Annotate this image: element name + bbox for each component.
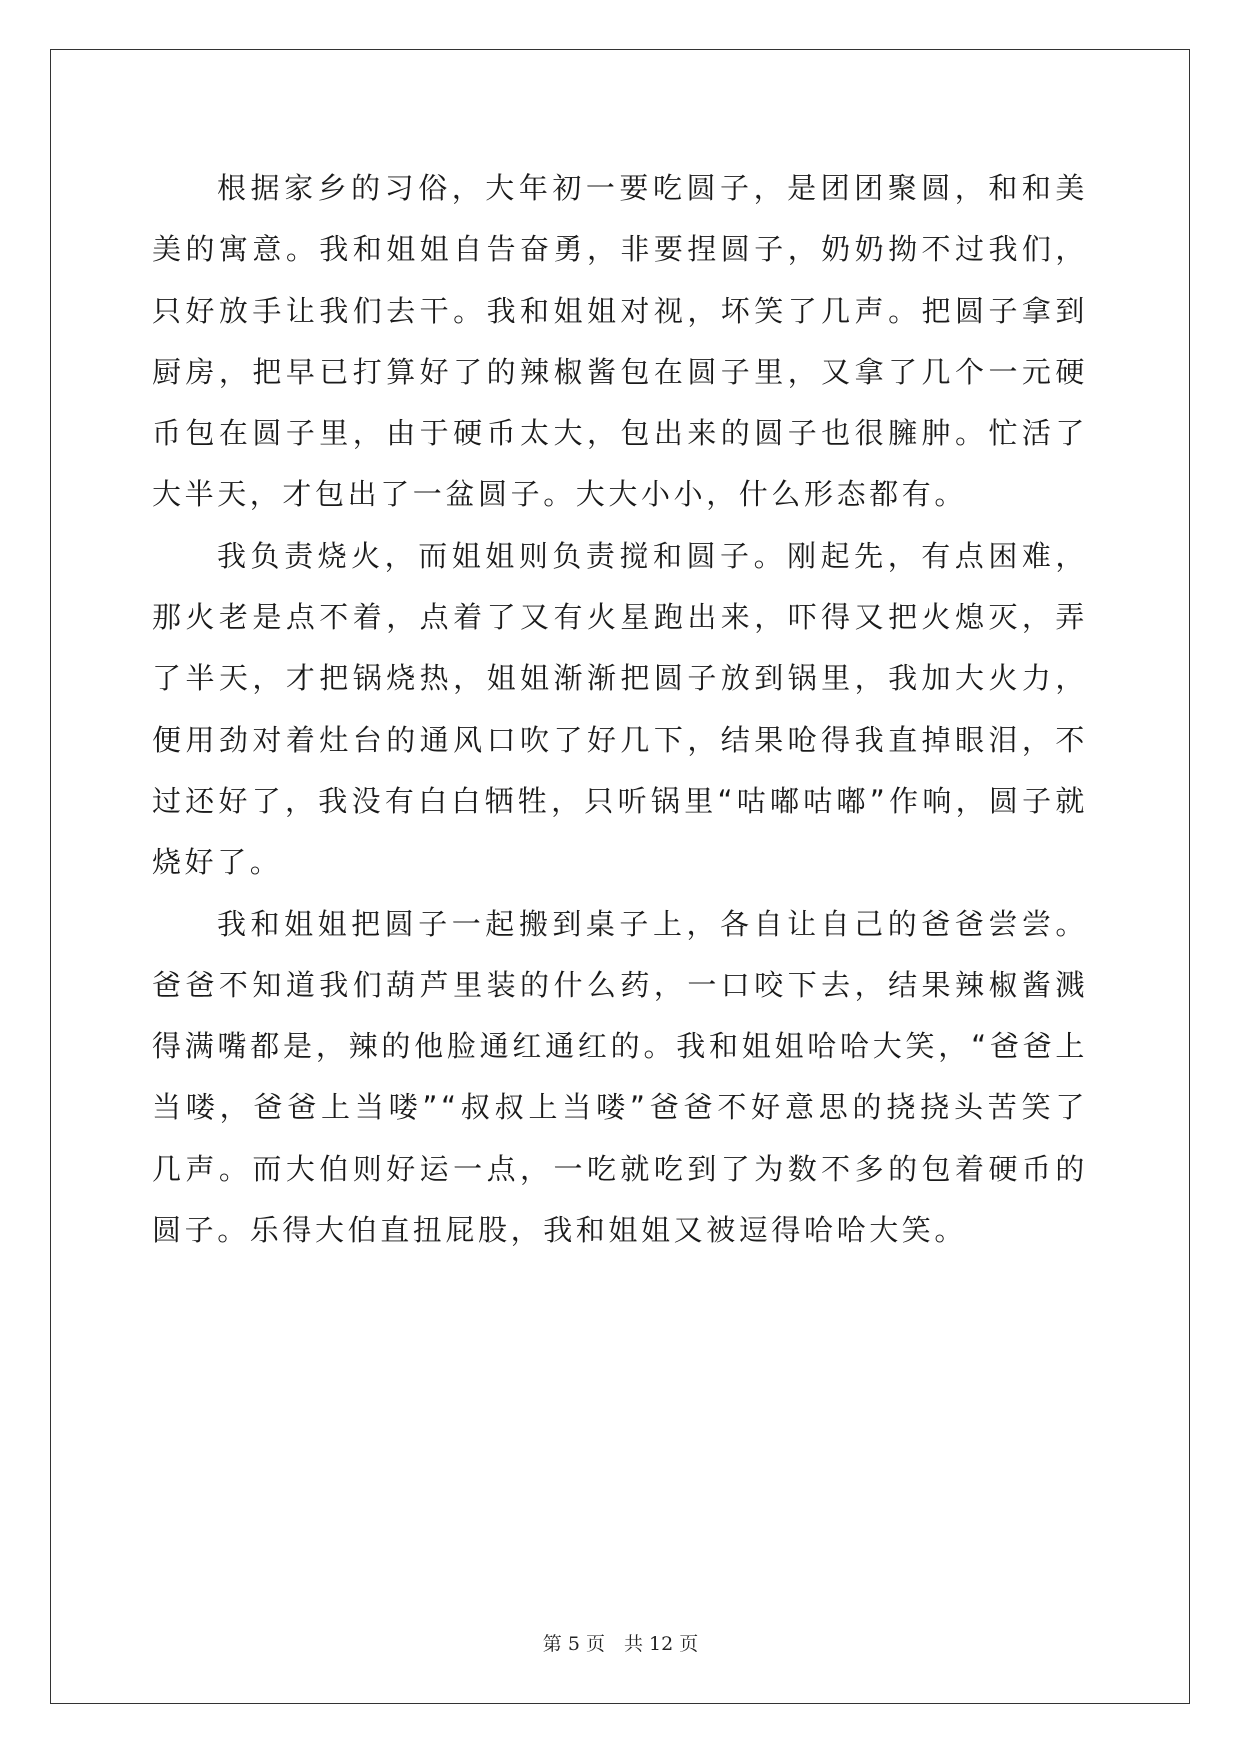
paragraph-1: 根据家乡的习俗，大年初一要吃圆子，是团团聚圆，和和美美的寓意。我和姐姐自告奋勇，非要捏圆子，奶奶拗不过我们，只好放手让我们去干。我和姐姐对视，坏笑了几声。把圆子拿到厨房，把早已打算好了的辣椒酱包在圆子里，又拿了几个一元硬币包在圆子里，由于硬币太大，包出来的圆子也很臃肿。忙活了大半天，才包出了一盆圆子。大大小小，什么形态都有。 [152,171,1088,512]
document-body [152,158,1088,1261]
paragraph-2: 我负责烧火，而姐姐则负责搅和圆子。刚起先，有点困难，那火老是点不着，点着了又有火星跑出来，吓得又把火熄灭，弄了半天，才把锅烧热，姐姐渐渐把圆子放到锅里，我加大火力，便用劲对着灶台的通风口吹了好几下，结果呛得我直掉眼泪，不过还好了，我没有白白牺牲，只听锅里“咕嘟咕嘟”作响，圆子就烧好了。 [152,538,1088,880]
page-number-footer: 第 5 页 共 12 页 [542,1633,699,1655]
paragraph-3: 我和姐姐把圆子一起搬到桌子上，各自让自己的爸爸尝尝。爸爸不知道我们葫芦里装的什么药，一口咬下去，结果辣椒酱溅得满嘴都是，辣的他脸通红通红的。我和姐姐哈哈大笑，“爸爸上当喽，爸爸上当喽”“叔叔上当喽”爸爸不好意思的挠挠头苦笑了几声。而大伯则好运一点，一吃就吃到了为数不多的包着硬币的圆子。乐得大伯直扭屁股，我和姐姐又被逗得哈哈大笑。 [152,906,1088,1248]
